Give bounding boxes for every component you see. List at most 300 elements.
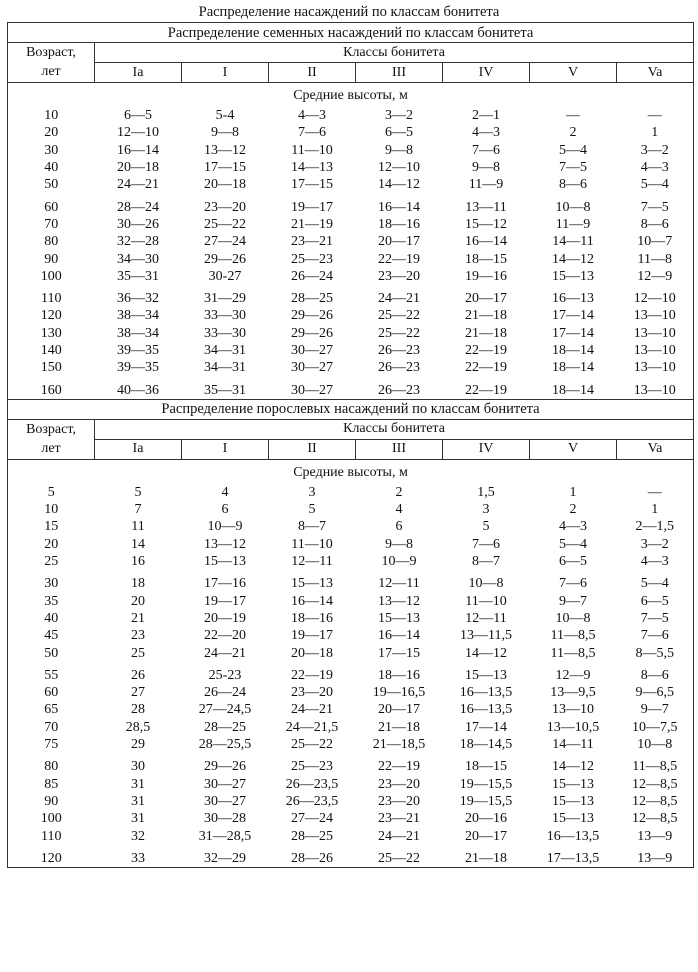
height-cell: 23	[131, 628, 145, 644]
table-row	[8, 610, 694, 627]
height-cell: 30-27	[208, 268, 242, 284]
height-cell: 20—18	[117, 160, 159, 176]
height-cell: 5—4	[559, 536, 587, 552]
height-cell: 16	[131, 554, 145, 570]
height-cell: 6	[221, 502, 229, 518]
height-cell: 17—15	[378, 645, 420, 661]
height-cell: 13—9,5	[550, 685, 596, 701]
height-cell: 14	[131, 536, 145, 552]
height-cell: 18—14	[530, 376, 617, 399]
height-cell: 11—8,5	[617, 753, 694, 775]
height-cell: 11—9	[555, 216, 591, 232]
class-names-row	[8, 63, 694, 83]
age-cell: 130	[8, 325, 95, 342]
height-cell: 13—9	[617, 827, 694, 844]
class-header: Va	[617, 63, 694, 83]
table-row	[8, 644, 694, 661]
height-cell: 30—27	[204, 793, 246, 809]
height-cell: 25—22	[356, 845, 443, 868]
height-cell: 16—13,5	[546, 828, 600, 844]
height-cell: 28	[131, 702, 145, 718]
height-cell: 32—28	[117, 234, 159, 250]
height-cell: 8—5,5	[617, 644, 694, 661]
height-cell: —	[617, 107, 694, 124]
height-cell: 24—21	[378, 828, 420, 844]
height-cell: 4—3	[617, 553, 694, 570]
height-cell: 13—12	[204, 536, 246, 552]
height-cell: 19—16	[465, 268, 507, 284]
height-cell: 17—15	[204, 160, 246, 176]
height-cell: 21—18	[378, 719, 420, 735]
height-cell: 26—23	[378, 360, 420, 376]
height-cell: 29	[131, 737, 145, 753]
height-cell: 22—19	[465, 360, 507, 376]
height-cell: 27—24	[204, 234, 246, 250]
height-cell: 13—10	[617, 307, 694, 324]
height-cell: 26—23	[356, 376, 443, 399]
height-cell: 13—11	[465, 199, 507, 215]
height-cell: 26—23,5	[285, 793, 339, 809]
age-cell: 70	[8, 719, 95, 736]
height-cell: 18—16	[378, 667, 420, 683]
subheading: Средние высоты, м	[8, 459, 694, 484]
age-cell: 110	[8, 285, 95, 307]
height-cell: 15—13	[552, 776, 594, 792]
height-cell: 22—19	[291, 667, 333, 683]
height-cell: 20—17	[378, 234, 420, 250]
height-cell: 7—5	[559, 160, 587, 176]
age-cell: 20	[8, 124, 95, 141]
age-cell: 20	[8, 536, 95, 553]
height-cell: 31—28,5	[198, 828, 252, 844]
section-heading: Распределение порослевых насаждений по классам бонитета	[8, 399, 694, 419]
height-cell: 28—25	[204, 719, 246, 735]
class-header: I	[182, 439, 269, 459]
height-cell: 30—27	[291, 360, 333, 376]
class-header: III	[356, 63, 443, 83]
table-row	[8, 810, 694, 827]
height-cell: 22—19	[443, 376, 530, 399]
height-cell: 5-4	[215, 108, 235, 124]
header-row	[8, 43, 694, 63]
age-cell: 25	[8, 553, 95, 570]
section-heading-row	[8, 23, 694, 43]
height-cell: 9—6,5	[617, 684, 694, 701]
table-row	[8, 285, 694, 307]
height-cell: 34—31	[204, 360, 246, 376]
height-cell: 22—19	[378, 251, 420, 267]
page-title: Распределение насаждений по классам бонитета	[198, 4, 500, 20]
height-cell: 29—26	[291, 308, 333, 324]
height-cell: 15—13	[552, 811, 594, 827]
height-cell: 28—26	[269, 845, 356, 868]
table-row	[8, 536, 694, 553]
class-header: III	[356, 439, 443, 459]
height-cell: 6—5	[385, 125, 413, 141]
height-cell: 11—8,5	[550, 645, 596, 661]
height-cell: 25—22	[378, 308, 420, 324]
height-cell: 26—23,5	[285, 776, 339, 792]
height-cell: 20—17	[465, 828, 507, 844]
table-row	[8, 827, 694, 844]
height-cell: 25—22	[378, 325, 420, 341]
height-cell: 32—29	[182, 845, 269, 868]
section-heading: Распределение семенных насаждений по классам бонитета	[8, 23, 694, 43]
height-cell: 4—3	[559, 519, 587, 535]
height-cell: 16—14	[378, 628, 420, 644]
height-cell: 24—21	[291, 702, 333, 718]
height-cell: 5	[482, 519, 490, 535]
bonitet-table	[7, 22, 694, 868]
height-cell: 22—19	[465, 343, 507, 358]
height-cell: 6—5	[124, 108, 152, 124]
height-cell: 10—7	[617, 233, 694, 250]
height-cell: 23—20	[204, 199, 246, 215]
height-cell: 13—10,5	[546, 719, 600, 735]
height-cell: 18—16	[378, 216, 420, 232]
age-cell: 55	[8, 662, 95, 684]
table-row	[8, 359, 694, 376]
height-cell: 11—10	[291, 142, 333, 158]
height-cell: 25—23	[291, 759, 333, 775]
height-cell: 25—22	[204, 216, 246, 232]
height-cell: 1	[617, 501, 694, 518]
height-cell: 27	[131, 685, 145, 701]
height-cell: 32	[131, 828, 145, 844]
height-cell: 12—10	[378, 160, 420, 176]
height-cell: 24—21	[204, 645, 246, 661]
age-cell: 120	[8, 845, 95, 868]
table-body	[8, 23, 694, 868]
height-cell: 33	[95, 845, 182, 868]
height-cell: 20—16	[465, 811, 507, 827]
height-cell: 7—5	[617, 193, 694, 215]
height-cell: 31	[131, 776, 145, 792]
height-cell: 9—7	[617, 701, 694, 718]
height-cell: 8—7	[298, 519, 326, 535]
height-cell: 6—5	[617, 593, 694, 610]
age-cell: 90	[8, 250, 95, 267]
age-cell: 60	[8, 193, 95, 215]
height-cell: 11—10	[291, 536, 333, 552]
height-cell: 5	[134, 484, 142, 500]
height-cell: 12—8,5	[617, 776, 694, 793]
class-header: Ia	[95, 439, 182, 459]
height-cell: 39—35	[117, 360, 159, 376]
height-cell: 3—2	[385, 108, 413, 124]
height-cell: 14—11	[552, 737, 594, 753]
height-cell: 5	[308, 502, 316, 518]
height-cell: 11—10	[465, 593, 507, 609]
height-cell: 12—9	[555, 667, 591, 683]
height-cell: 28—25	[291, 291, 333, 307]
height-cell: 23—20	[378, 793, 420, 809]
height-cell: 3	[308, 484, 316, 500]
height-cell: 23—20	[291, 685, 333, 701]
height-cell: 17—16	[204, 576, 246, 592]
height-cell: 11	[131, 519, 145, 535]
height-cell: 30—27	[204, 776, 246, 792]
height-cell: 14—13	[291, 160, 333, 176]
age-cell: 35	[8, 593, 95, 610]
height-cell: 8—6	[559, 177, 587, 193]
height-cell: 10—8	[617, 736, 694, 753]
height-cell: 15—12	[465, 216, 507, 232]
height-cell: 5—4	[559, 142, 587, 158]
height-cell: 12—11	[291, 554, 333, 570]
age-unit-label: лет	[8, 63, 95, 83]
height-cell: 15—13	[291, 576, 333, 592]
table-row	[8, 845, 694, 868]
subheading-row	[8, 459, 694, 484]
height-cell: 7—6	[617, 627, 694, 644]
height-cell: 19—17	[291, 628, 333, 644]
height-cell: 19—15,5	[459, 793, 513, 809]
height-cell: 17—13,5	[530, 845, 617, 868]
height-cell: 21	[131, 610, 145, 626]
height-cell: 6—5	[559, 554, 587, 570]
height-cell: 16—14	[117, 142, 159, 158]
table-row	[8, 268, 694, 285]
height-cell: 23—21	[291, 234, 333, 250]
height-cell: 16—14	[465, 234, 507, 250]
height-cell: 25—22	[291, 737, 333, 753]
height-cell: 1	[569, 484, 577, 500]
table-row	[8, 736, 694, 753]
height-cell: 30—26	[117, 216, 159, 232]
height-cell: 38—34	[117, 308, 159, 324]
height-cell: 28,5	[125, 719, 151, 735]
height-cell: 17—14	[465, 719, 507, 735]
table-row	[8, 107, 694, 124]
height-cell: 28—25,5	[198, 737, 252, 753]
age-cell: 85	[8, 776, 95, 793]
height-cell: 4—3	[617, 159, 694, 176]
class-header: V	[530, 439, 617, 459]
height-cell: 19—17	[291, 199, 333, 215]
table-row	[8, 701, 694, 718]
age-cell: 100	[8, 268, 95, 285]
height-cell: 23—20	[378, 268, 420, 284]
table-row	[8, 307, 694, 324]
height-cell: 2—1	[472, 108, 500, 124]
height-cell: 28—24	[117, 199, 159, 215]
age-cell: 120	[8, 307, 95, 324]
height-cell: 27—24,5	[198, 702, 252, 718]
height-cell: 13—10	[617, 342, 694, 359]
age-cell: 100	[8, 810, 95, 827]
height-cell: 27—24	[291, 811, 333, 827]
age-cell: 5	[8, 484, 95, 501]
height-cell: 31	[131, 811, 145, 827]
height-cell: 28—25	[291, 828, 333, 844]
height-cell: 4	[221, 484, 229, 500]
class-header: II	[269, 63, 356, 83]
height-cell: 34—30	[117, 251, 159, 267]
height-cell: 10—9	[207, 519, 243, 535]
height-cell: 29—26	[204, 759, 246, 775]
height-cell: 39—35	[117, 343, 159, 358]
height-cell: 25	[131, 645, 145, 661]
height-cell: 26—24	[204, 685, 246, 701]
height-cell: 7—6	[298, 125, 326, 141]
table-row	[8, 593, 694, 610]
table-row	[8, 484, 694, 501]
height-cell: 13—10	[617, 325, 694, 342]
age-cell: 110	[8, 827, 95, 844]
height-cell: 30—27	[269, 376, 356, 399]
height-cell: 23—21	[378, 811, 420, 827]
age-cell: 50	[8, 176, 95, 193]
class-header: II	[269, 439, 356, 459]
height-cell: 13—12	[378, 593, 420, 609]
height-cell: 4—3	[298, 108, 326, 124]
height-cell: 3	[482, 502, 490, 518]
age-column-header: Возраст,	[8, 43, 95, 63]
height-cell: 18—14	[552, 360, 594, 376]
height-cell: 15—13	[552, 793, 594, 809]
height-cell: 18—15	[465, 251, 507, 267]
height-cell: 2	[569, 502, 577, 518]
height-cell: 18—16	[291, 610, 333, 626]
age-cell: 50	[8, 644, 95, 661]
height-cell: 38—34	[117, 325, 159, 341]
class-header: IV	[443, 439, 530, 459]
height-cell: 11—9	[468, 177, 504, 193]
height-cell: 15—13	[204, 554, 246, 570]
height-cell: 12—11	[378, 576, 420, 592]
age-cell: 15	[8, 518, 95, 535]
height-cell: 7—6	[472, 536, 500, 552]
height-cell: 35—31	[117, 268, 159, 284]
height-cell: 30	[131, 759, 145, 775]
age-cell: 40	[8, 610, 95, 627]
age-unit-label: лет	[8, 439, 95, 459]
height-cell: 26—23	[378, 343, 420, 358]
table-row	[8, 193, 694, 215]
subheading: Средние высоты, м	[8, 83, 694, 108]
height-cell: 31—29	[204, 291, 246, 307]
height-cell: 21—18,5	[372, 737, 426, 753]
height-cell: 15—13	[378, 610, 420, 626]
height-cell: 24—21	[378, 291, 420, 307]
table-row	[8, 159, 694, 176]
table-row	[8, 325, 694, 342]
height-cell: 14—12	[378, 177, 420, 193]
height-cell: 14—12	[465, 645, 507, 661]
height-cell: 9—8	[385, 142, 413, 158]
header-row	[8, 419, 694, 439]
class-header: V	[530, 63, 617, 83]
height-cell: 30—28	[204, 811, 246, 827]
class-header: IV	[443, 63, 530, 83]
height-cell: 2—1,5	[617, 518, 694, 535]
height-cell: 29—26	[204, 251, 246, 267]
age-cell: 70	[8, 216, 95, 233]
height-cell: 13—10	[617, 376, 694, 399]
height-cell: 1,5	[477, 484, 495, 500]
table-row	[8, 753, 694, 775]
table-row	[8, 250, 694, 267]
height-cell: 24—21,5	[285, 719, 339, 735]
height-cell: 34—31	[204, 343, 246, 358]
height-cell: 22—19	[378, 759, 420, 775]
height-cell: 16—13,5	[459, 702, 513, 718]
height-cell: 7—6	[559, 576, 587, 592]
height-cell: 19—17	[204, 593, 246, 609]
height-cell: —	[566, 108, 580, 124]
age-column-header: Возраст,	[8, 419, 95, 439]
height-cell: 7	[134, 502, 142, 518]
height-cell: 30—27	[291, 343, 333, 358]
table-row	[8, 216, 694, 233]
height-cell: 5—4	[617, 570, 694, 592]
height-cell: 13—9	[617, 845, 694, 868]
height-cell: 21—18	[465, 308, 507, 324]
height-cell: 1	[617, 124, 694, 141]
height-cell: 15—13	[552, 268, 594, 284]
height-cell: 20—19	[204, 610, 246, 626]
table-row	[8, 501, 694, 518]
height-cell: 3—2	[617, 536, 694, 553]
height-cell: 35—31	[182, 376, 269, 399]
classes-header: Классы бонитета	[95, 43, 694, 63]
height-cell: 8—6	[617, 216, 694, 233]
age-cell: 160	[8, 376, 95, 399]
height-cell: 16—13,5	[459, 685, 513, 701]
height-cell: 8—7	[472, 554, 500, 570]
height-cell: 13—10	[617, 359, 694, 376]
height-cell: 21—18	[443, 845, 530, 868]
height-cell: 22—20	[204, 628, 246, 644]
height-cell: 6	[395, 519, 403, 535]
age-cell: 10	[8, 107, 95, 124]
height-cell: 31	[131, 793, 145, 809]
height-cell: 18	[131, 576, 145, 592]
height-cell: 12—8,5	[617, 810, 694, 827]
height-cell: 3—2	[617, 142, 694, 159]
table-row	[8, 518, 694, 535]
height-cell: 12—11	[465, 610, 507, 626]
age-cell: 140	[8, 342, 95, 359]
height-cell: 12—9	[617, 268, 694, 285]
height-cell: 10—8	[468, 576, 504, 592]
height-cell: 19—15,5	[459, 776, 513, 792]
table-row	[8, 376, 694, 399]
height-cell: 25-23	[208, 667, 242, 683]
height-cell: 20	[131, 593, 145, 609]
height-cell: 33—30	[204, 325, 246, 341]
table-row	[8, 719, 694, 736]
age-cell: 40	[8, 159, 95, 176]
height-cell: 16—14	[378, 199, 420, 215]
table-row	[8, 233, 694, 250]
height-cell: 12—10	[117, 125, 159, 141]
age-cell: 10	[8, 501, 95, 518]
height-cell: 9—7	[559, 593, 587, 609]
class-header: Va	[617, 439, 694, 459]
height-cell: 9—8	[472, 160, 500, 176]
table-row	[8, 142, 694, 159]
height-cell: 29—26	[291, 325, 333, 341]
table-row	[8, 124, 694, 141]
height-cell: 20—18	[291, 645, 333, 661]
age-cell: 150	[8, 359, 95, 376]
table-row	[8, 793, 694, 810]
height-cell: 10—7,5	[617, 719, 694, 736]
height-cell: 2	[569, 125, 577, 141]
height-cell: 11—8	[617, 250, 694, 267]
